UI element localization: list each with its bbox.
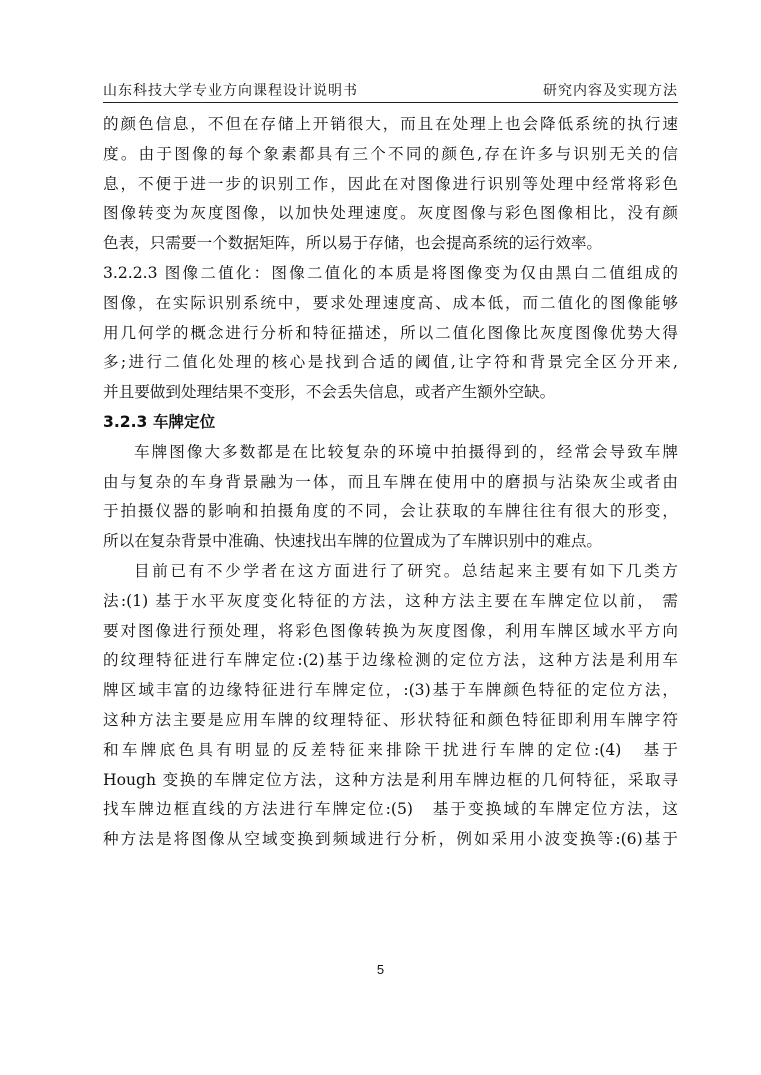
text-line: 找车牌边框直线的方法进行车牌定位:(5) 基于变换域的车牌定位方法，这 <box>103 800 678 819</box>
header-section-title: 研究内容及实现方法 <box>543 83 678 99</box>
header-document-title: 山东科技大学专业方向课程设计说明书 <box>103 83 358 99</box>
text-line: 于拍摄仪器的影响和拍摄角度的不同，会让获取的车牌往往有很大的形变， <box>103 502 678 521</box>
text-line: 车牌图像大多数都是在比较复杂的环境中拍摄得到的，经常会导致车牌 <box>134 442 678 461</box>
text-line: 由与复杂的车身背景融为一体，而且车牌在使用中的磨损与沾染灰尘或者由 <box>103 472 678 491</box>
text-line: 所以在复杂背景中准确、快速找出车牌的位置成为了车牌识别中的难点。 <box>103 532 603 551</box>
text-line: 目前已有不少学者在这方面进行了研究。总结起来主要有如下几类方 <box>134 561 678 580</box>
text-line: 3.2.2.3 图像二值化：图像二值化的本质是将图像变为仅由黑白二值组成的 <box>103 263 678 282</box>
text-line: 这种方法主要是应用车牌的纹理特征、形状特征和颜色特征即利用车牌字符 <box>103 710 678 729</box>
text-line: 的颜色信息，不但在存储上开销很大，而且在处理上也会降低系统的执行速 <box>103 115 678 133</box>
text-line: 图像转变为灰度图像，以加快处理速度。灰度图像与彩色图像相比，没有颜 <box>103 204 678 223</box>
text-line: 要对图像进行预处理，将彩色图像转换为灰度图像，利用车牌区域水平方向 <box>103 621 678 640</box>
text-line: 色表，只需要一个数据矩阵，所以易于存储，也会提高系统的运行效率。 <box>103 234 603 253</box>
text-line: 多;进行二值化处理的核心是找到合适的阈值,让字符和背景完全区分开来, <box>103 353 678 372</box>
section-heading: 3.2.3 车牌定位 <box>103 412 216 431</box>
text-line: 种方法是将图像从空域变换到频域进行分析，例如采用小波变换等:(6)基于 <box>103 830 678 849</box>
text-line: 度。由于图像的每个象素都具有三个不同的颜色,存在许多与识别无关的信 <box>103 144 678 163</box>
text-line: 的纹理特征进行车牌定位:(2)基于边缘检测的定位方法，这种方法是利用车 <box>103 651 678 670</box>
text-line: 法:(1) 基于水平灰度变化特征的方法，这种方法主要在车牌定位以前， 需 <box>103 591 678 610</box>
text-line: 牌区域丰富的边缘特征进行车牌定位，:(3)基于车牌颜色特征的定位方法， <box>103 681 678 700</box>
body-text <box>103 110 678 855</box>
text-line: Hough 变换的车牌定位方法，这种方法是利用车牌边框的几何特征，采取寻 <box>103 770 678 789</box>
page-number: 5 <box>376 962 385 977</box>
page-header <box>103 78 678 103</box>
text-line: 息，不便于进一步的识别工作，因此在对图像进行识别等处理中经常将彩色 <box>103 174 678 193</box>
text-line: 和车牌底色具有明显的反差特征来排除干扰进行车牌的定位:(4) 基于 <box>103 740 678 759</box>
text-line: 图像，在实际识别系统中，要求处理速度高、成本低，而二值化的图像能够 <box>103 293 678 312</box>
text-line: 并且要做到处理结果不变形，不会丢失信息，或者产生额外空缺。 <box>103 383 556 402</box>
text-line: 用几何学的概念进行分析和特征描述，所以二值化图像比灰度图像优势大得 <box>103 323 678 342</box>
